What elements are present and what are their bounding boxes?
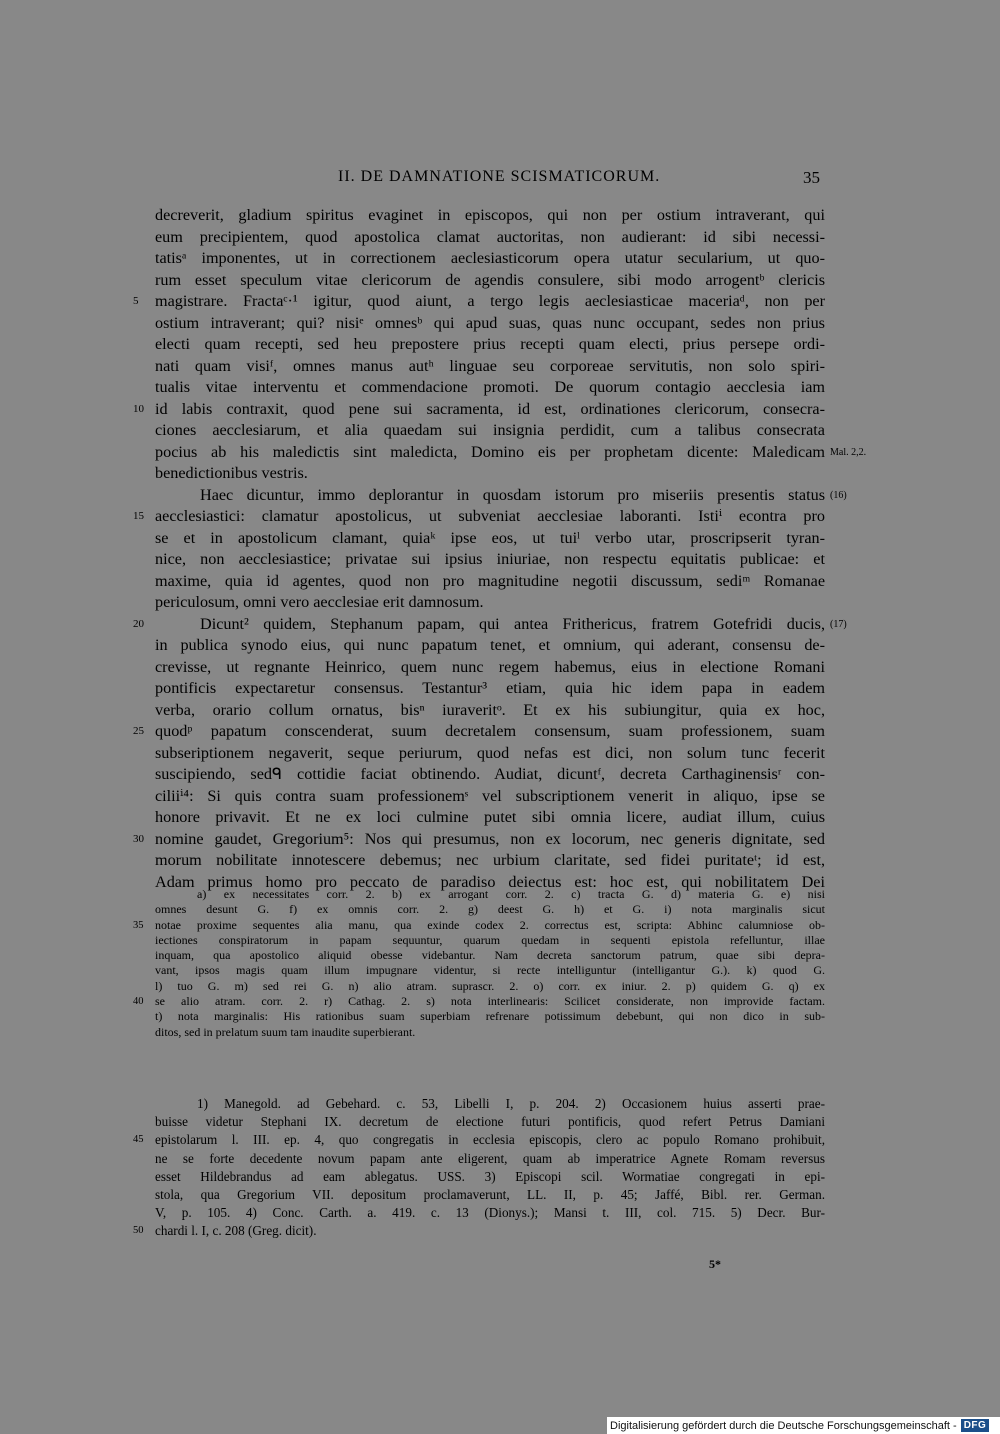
text-line xyxy=(155,764,825,786)
line-text: stola, qua Gregorium VII. depositum proclamaverunt, LL. II, p. 45; Jaffé, Bibl. rer. German. xyxy=(155,1186,825,1202)
text-line xyxy=(133,829,825,851)
line-text: tatisᵃ imponentes, ut in correctionem aeclesiasticorum opera utatur secularium, ut quo- xyxy=(155,249,825,267)
line-number: 10 xyxy=(133,402,144,415)
line-text: se et in apostolicum clamant, quiaᵏ ipse eos, ut tuiˡ verbo utar, proscripserit tyran- xyxy=(155,528,825,547)
line-text: esset Hildebrandus ad eam ablegatus. USS. 3) Episcopi scil. Wormatiae congregati in epi- xyxy=(155,1168,825,1184)
apparatus-line xyxy=(155,1009,825,1024)
line-text: periculosum, omni vero aecclesiae erit damnosum. xyxy=(155,593,484,611)
line-text: honore privavit. Et ne ex loci culmine putet sibi omnia licere, audiat illum, cuius xyxy=(155,808,825,826)
text-line xyxy=(155,850,825,872)
text-line xyxy=(133,291,825,313)
line-text: electi quam recepti, sed heu prepostere prius recepti quam electi, prius persepe ordi- xyxy=(155,335,825,353)
line-text: l) tuo G. m) sed rei G. n) alio atram. suprascr. 2. o) corr. ex iniur. 2. p) quidem G. q) ex xyxy=(155,978,825,993)
line-text: benedictionibus vestris. xyxy=(155,464,308,482)
line-text: eum precipientem, quod apostolica clamat auctoritas, non audierant: id sibi necessi- xyxy=(155,227,825,246)
line-text: 1) Manegold. ad Gebehard. c. 53, Libelli I, p. 204. 2) Occasionem huius asserti prae- xyxy=(197,1096,825,1111)
line-text: ciliiⁱ⁴: Si quis contra suam professionemˢ vel subscriptionem venerit in aliquo, ipse se xyxy=(155,786,825,805)
text-line xyxy=(155,786,825,808)
footnote-line xyxy=(155,1168,825,1186)
text-line xyxy=(155,700,825,722)
line-text: nice, non aecclesiastice; privatae sui ipsius iniuriae, non respectu equitatis publicae: et xyxy=(155,550,825,568)
line-text: rum esset speculum vitae clericorum de agendis consulere, sibi modo arrogentᵇ clericis xyxy=(155,270,825,289)
text-line xyxy=(155,549,825,571)
text-line xyxy=(155,420,825,442)
footnote-line xyxy=(133,1131,825,1149)
line-text: Dicunt² quidem, Stephanum papam, qui antea Frithericus, fratrem Gotefridi ducis, xyxy=(200,614,825,633)
text-line xyxy=(133,721,825,743)
apparatus-line xyxy=(155,887,825,902)
text-line xyxy=(155,657,825,679)
page-number: 35 xyxy=(803,168,820,187)
line-text: iectiones conspiratorum in papam sequuntur, quarum quedam in sequenti epistola refelluntur, illae xyxy=(155,932,825,947)
text-line xyxy=(155,528,825,550)
line-text: in publica synodo eius, qui nunc papatum tenet, et omnium, qui aderant, consensu de- xyxy=(155,636,825,654)
line-text: magistrare. Fractaᶜ·¹ igitur, quod aiunt, a tergo legis aeclesiasticae maceriaᵈ, non per xyxy=(155,292,825,310)
apparatus-line xyxy=(133,994,825,1009)
line-number: 45 xyxy=(133,1134,144,1146)
text-line xyxy=(133,506,825,528)
text-line xyxy=(155,270,825,292)
footnote-line xyxy=(155,1113,825,1131)
line-number: 5 xyxy=(133,295,139,307)
line-text: subseriptionem negaverit, seque periurum, quod nefas est dici, non solum tunc fecerit xyxy=(155,743,825,762)
line-number: 35 xyxy=(133,919,144,931)
apparatus-line xyxy=(133,917,825,933)
line-text: ditos, sed in prelatum suum tam inaudite superbierant. xyxy=(155,1024,416,1039)
line-text: omnes desunt G. f) ex omnis corr. 2. g) deest G. h) et G. i) nota marginalis sicut xyxy=(155,902,825,917)
line-text: vant, ipsos magis quam illum impugnare videntur, si recte intelliguntur (intelligantur G.). k) quod G. xyxy=(155,963,825,978)
apparatus-line xyxy=(155,948,825,963)
apparatus-line xyxy=(155,933,825,948)
line-text: tualis vitae interventu et commendacione promoti. De quorum contagio aecclesia iam xyxy=(155,378,825,396)
line-text: chardi l. I, c. 208 (Greg. dicit). xyxy=(155,1223,317,1239)
line-text: id labis contraxit, quod pene sui sacramenta, id est, ordinationes clericorum, consecra- xyxy=(155,399,825,418)
line-number: 40 xyxy=(133,996,144,1008)
line-text: notae proxime sequentes alia manu, qua exinde codex 2. correctus est, scripta: Abhinc calumniose ob- xyxy=(155,917,825,932)
text-line xyxy=(155,377,825,399)
line-text: quodᵖ papatum conscenderat, suum decretalem consensum, suam professionem, suam xyxy=(155,722,825,740)
footnote-line xyxy=(155,1204,825,1222)
line-text: ne se forte decedente novum papam ante eligerent, quam ab imperatrice Agnete Romam reversus xyxy=(155,1150,825,1166)
line-text: crevisse, ut regnante Heinrico, quem nunc regem habemus, eius in electione Romani xyxy=(155,657,825,676)
line-text: V, p. 105. 4) Conc. Carth. a. 419. c. 13 (Dionys.); Mansi t. III, col. 715. 5) Decr. Bur- xyxy=(155,1205,825,1221)
text-line xyxy=(155,592,825,614)
line-number: 50 xyxy=(133,1225,144,1237)
line-text: pontificis expectaretur consensus. Testantur³ etiam, quia hic idem papa in eadem xyxy=(155,679,825,697)
text-line xyxy=(155,248,825,270)
footnotes xyxy=(133,1095,825,1241)
line-text: ciones aecclesiarum, et alia quaedam sui insignia perdidit, cum a talibus consecrata xyxy=(155,421,825,439)
line-text: nomine gaudet, Gregorium⁵: Nos qui presumus, non ex locorum, nec generis dignitate, sed xyxy=(155,829,825,848)
text-line xyxy=(155,678,825,700)
text-line xyxy=(155,313,825,335)
text-line xyxy=(155,442,867,464)
dfg-logo: DFG xyxy=(961,1419,990,1432)
text-line xyxy=(155,743,825,765)
line-text: suscipiendo, sedᑫ cottidie faciat obtinendo. Audiat, dicuntᶠ, decreta Carthaginensisʳ con- xyxy=(155,765,825,783)
line-text: ostium intraverant; qui? nisiᵉ omnesᵇ qui apud suas, quas nunc occupant, sedes non prius xyxy=(155,313,825,332)
line-number: 30 xyxy=(133,832,144,845)
signature-mark: 5* xyxy=(709,1257,721,1271)
text-line xyxy=(155,571,825,593)
line-text: buisse videtur Stephani IX. decretum de electione futuri pontificis, quod refert Petrus Damiani xyxy=(155,1114,825,1130)
line-text: t) nota marginalis: His rationibus suam superbiam refrenare potissimum debebunt, qui non dico in sub- xyxy=(155,1009,825,1024)
line-number: 20 xyxy=(133,617,144,630)
line-text: nati quam visiᶠ, omnes manus autʰ linguae seu corporeae servitutis, non solo spiri- xyxy=(155,356,825,375)
footnote-line xyxy=(155,1186,825,1204)
critical-apparatus xyxy=(133,887,825,1040)
line-text: Haec dicuntur, immo deplorantur in quosdam istorum pro miseriis presentis status xyxy=(200,485,825,504)
footnote-line xyxy=(155,1150,825,1168)
line-text: pocius ab his maledictis sint maledicta, Domino eis per prophetam dicente: Maledicam xyxy=(155,442,825,461)
apparatus-line xyxy=(155,1025,825,1040)
text-line xyxy=(133,614,847,636)
footnote-line xyxy=(133,1222,825,1240)
footer-text: Digitalisierung gefördert durch die Deutsche Forschungsgemeinschaft - xyxy=(610,1419,957,1432)
line-text: maxime, quia id agentes, quod non pro magnitudine negotii discussum, sediᵐ Romanae xyxy=(155,571,825,590)
footnote-line xyxy=(155,1095,825,1113)
line-text: decreverit, gladium spiritus evaginet in episcopos, qui non per ostium intraverant, qui xyxy=(155,206,825,224)
text-line xyxy=(155,227,825,249)
line-text: morum nobilitate innotescere debemus; nec urbium claritate, sed fidei puritateᵗ; id est, xyxy=(155,851,825,869)
text-line xyxy=(155,485,847,507)
text-line xyxy=(133,399,825,421)
text-line xyxy=(155,356,825,378)
line-text: inquam, qua apostolico aliquid obesse videbantur. Nam decreta sanctorum patrum, quae sibi depra- xyxy=(155,948,825,963)
text-line xyxy=(155,463,825,485)
main-text xyxy=(133,205,867,893)
margin-note: (16) xyxy=(830,489,847,501)
line-text: a) ex necessitates corr. 2. b) ex arrogant corr. 2. c) tracta G. d) materia G. e) nisi xyxy=(197,887,825,901)
page-title: II. DE DAMNATIONE SCISMATICORUM. xyxy=(338,168,661,185)
apparatus-line xyxy=(155,963,825,978)
line-text: Adam primus homo pro peccato de paradiso deiectus est: hoc est, qui nobilitatem Dei xyxy=(155,872,825,891)
text-line xyxy=(155,334,825,356)
margin-note: Mal. 2,2. xyxy=(830,446,867,458)
apparatus-line xyxy=(155,902,825,917)
line-number: 25 xyxy=(133,725,144,737)
line-text: se alio atram. corr. 2. r) Cathag. 2. s) nota interlinearis: Scilicet considerate, non improvide factam. xyxy=(155,994,825,1009)
line-text: epistolarum l. III. ep. 4, quo congregatis in ecclesia episcopis, clero ac populo Romano prohibuit, xyxy=(155,1132,825,1148)
line-number: 15 xyxy=(133,510,144,522)
digitization-footer xyxy=(607,1417,1000,1434)
line-text: aecclesiastici: clamatur apostolicus, ut subveniat aecclesiae laboranti. Istiⁱ econtra pro xyxy=(155,507,825,525)
text-line xyxy=(155,635,825,657)
running-header xyxy=(0,168,1000,190)
text-line xyxy=(155,205,825,227)
apparatus-line xyxy=(155,979,825,994)
margin-note: (17) xyxy=(830,618,847,630)
line-text: verba, orario collum ornatus, bisⁿ iuraveritᵒ. Et ex his subiungitur, quia ex hoc, xyxy=(155,700,825,719)
text-line xyxy=(155,807,825,829)
